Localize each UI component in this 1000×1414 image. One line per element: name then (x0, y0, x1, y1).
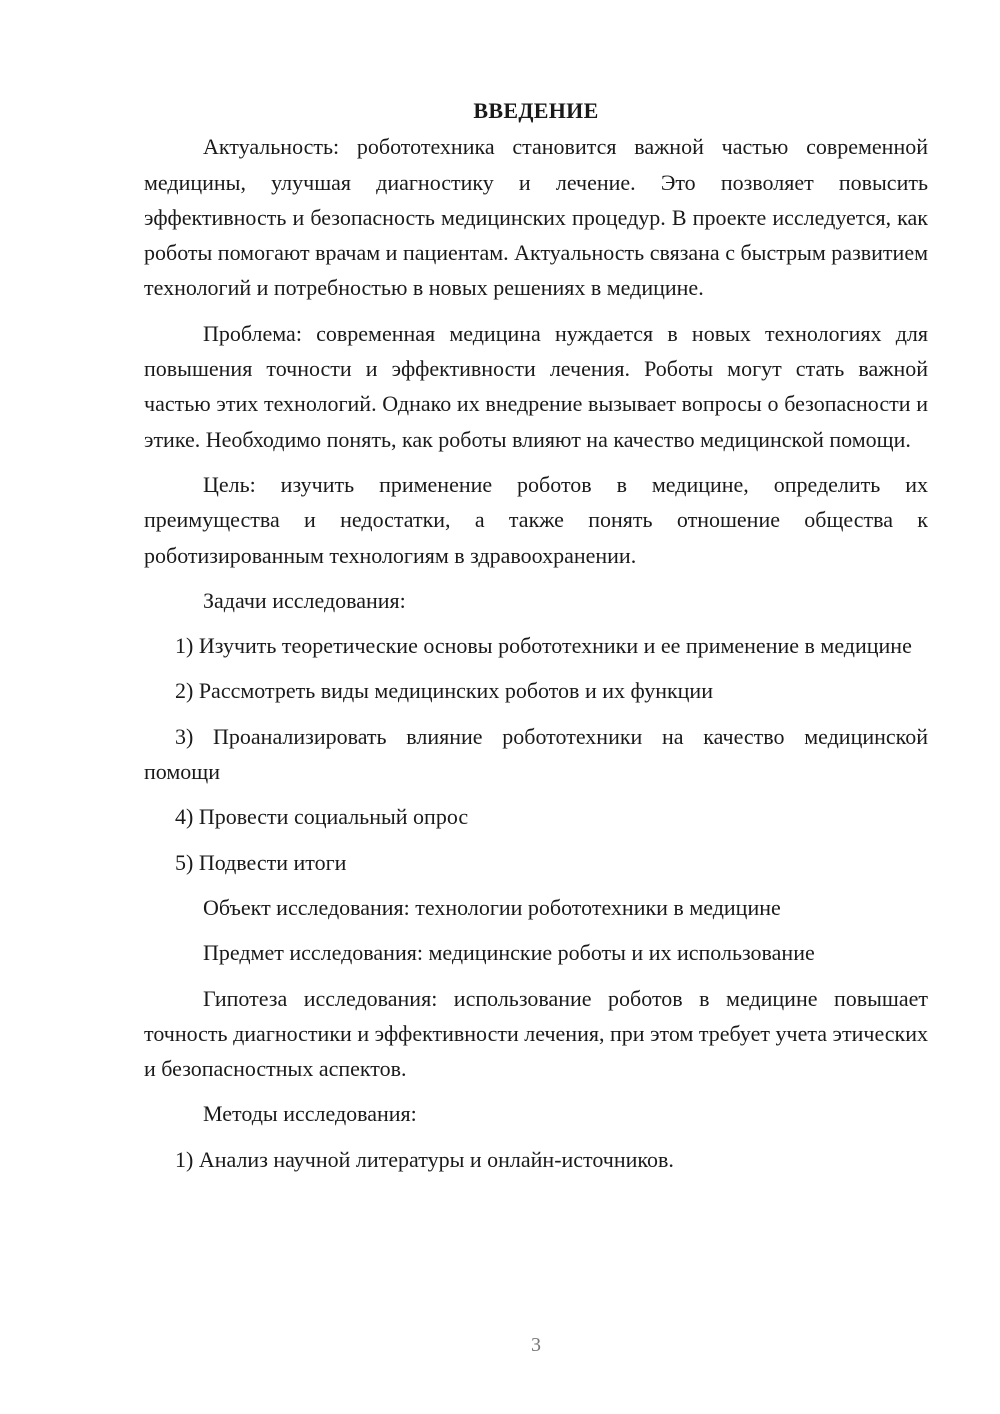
section-title: ВВЕДЕНИЕ (473, 98, 599, 123)
task-item: 2) Рассмотреть виды медицинских роботов и их функции (175, 678, 713, 704)
task-item: 1) Изучить теоретические основы робототехники и ее применение в медицине (175, 633, 912, 659)
relevance-paragraph: Актуальность: робототехника становится важной частью современной медицины, улучшая диагностику и лечение. Это позволяет повысить эффективность и безопасность медицинских процедур. В проекте исследуется, как роботы помогают врачам и пациентам. Актуальность связана с быстрым развитием технологий и потребностью в новых решениях в медицине. (144, 134, 928, 301)
task-item: 5) Подвести итоги (175, 849, 347, 875)
methods-heading: Методы исследования: (203, 1101, 417, 1127)
research-subject: Предмет исследования: медицинские роботы и их использование (203, 940, 815, 966)
page-content (144, 93, 928, 1187)
goal-paragraph: Цель: изучить применение роботов в медицине, определить их преимущества и недостатки, а также понять отношение общества к роботизированным технологиям в здравоохранении. (144, 471, 928, 568)
task-item: 4) Провести социальный опрос (175, 804, 469, 830)
tasks-heading: Задачи исследования: (203, 587, 406, 613)
research-object: Объект исследования: технологии робототехники в медицине (203, 894, 781, 920)
hypothesis-paragraph: Гипотеза исследования: использование роботов в медицине повышает точность диагностики и эффективности лечения, при этом требует учета этических и безопасностных аспектов. (144, 985, 928, 1082)
method-item: 1) Анализ научной литературы и онлайн-источников. (175, 1146, 674, 1172)
problem-paragraph: Проблема: современная медицина нуждается в новых технологиях для повышения точности и эффективности лечения. Роботы могут стать важной частью этих технологий. Однако их внедрение вызывает вопросы о безопасности и этике. Необходимо понять, как роботы влияют на качество медицинской помощи. (144, 320, 928, 452)
task-item: 3) Проанализировать влияние робототехники на качество медицинской помощи (144, 723, 928, 785)
page-number: 3 (531, 1334, 541, 1356)
